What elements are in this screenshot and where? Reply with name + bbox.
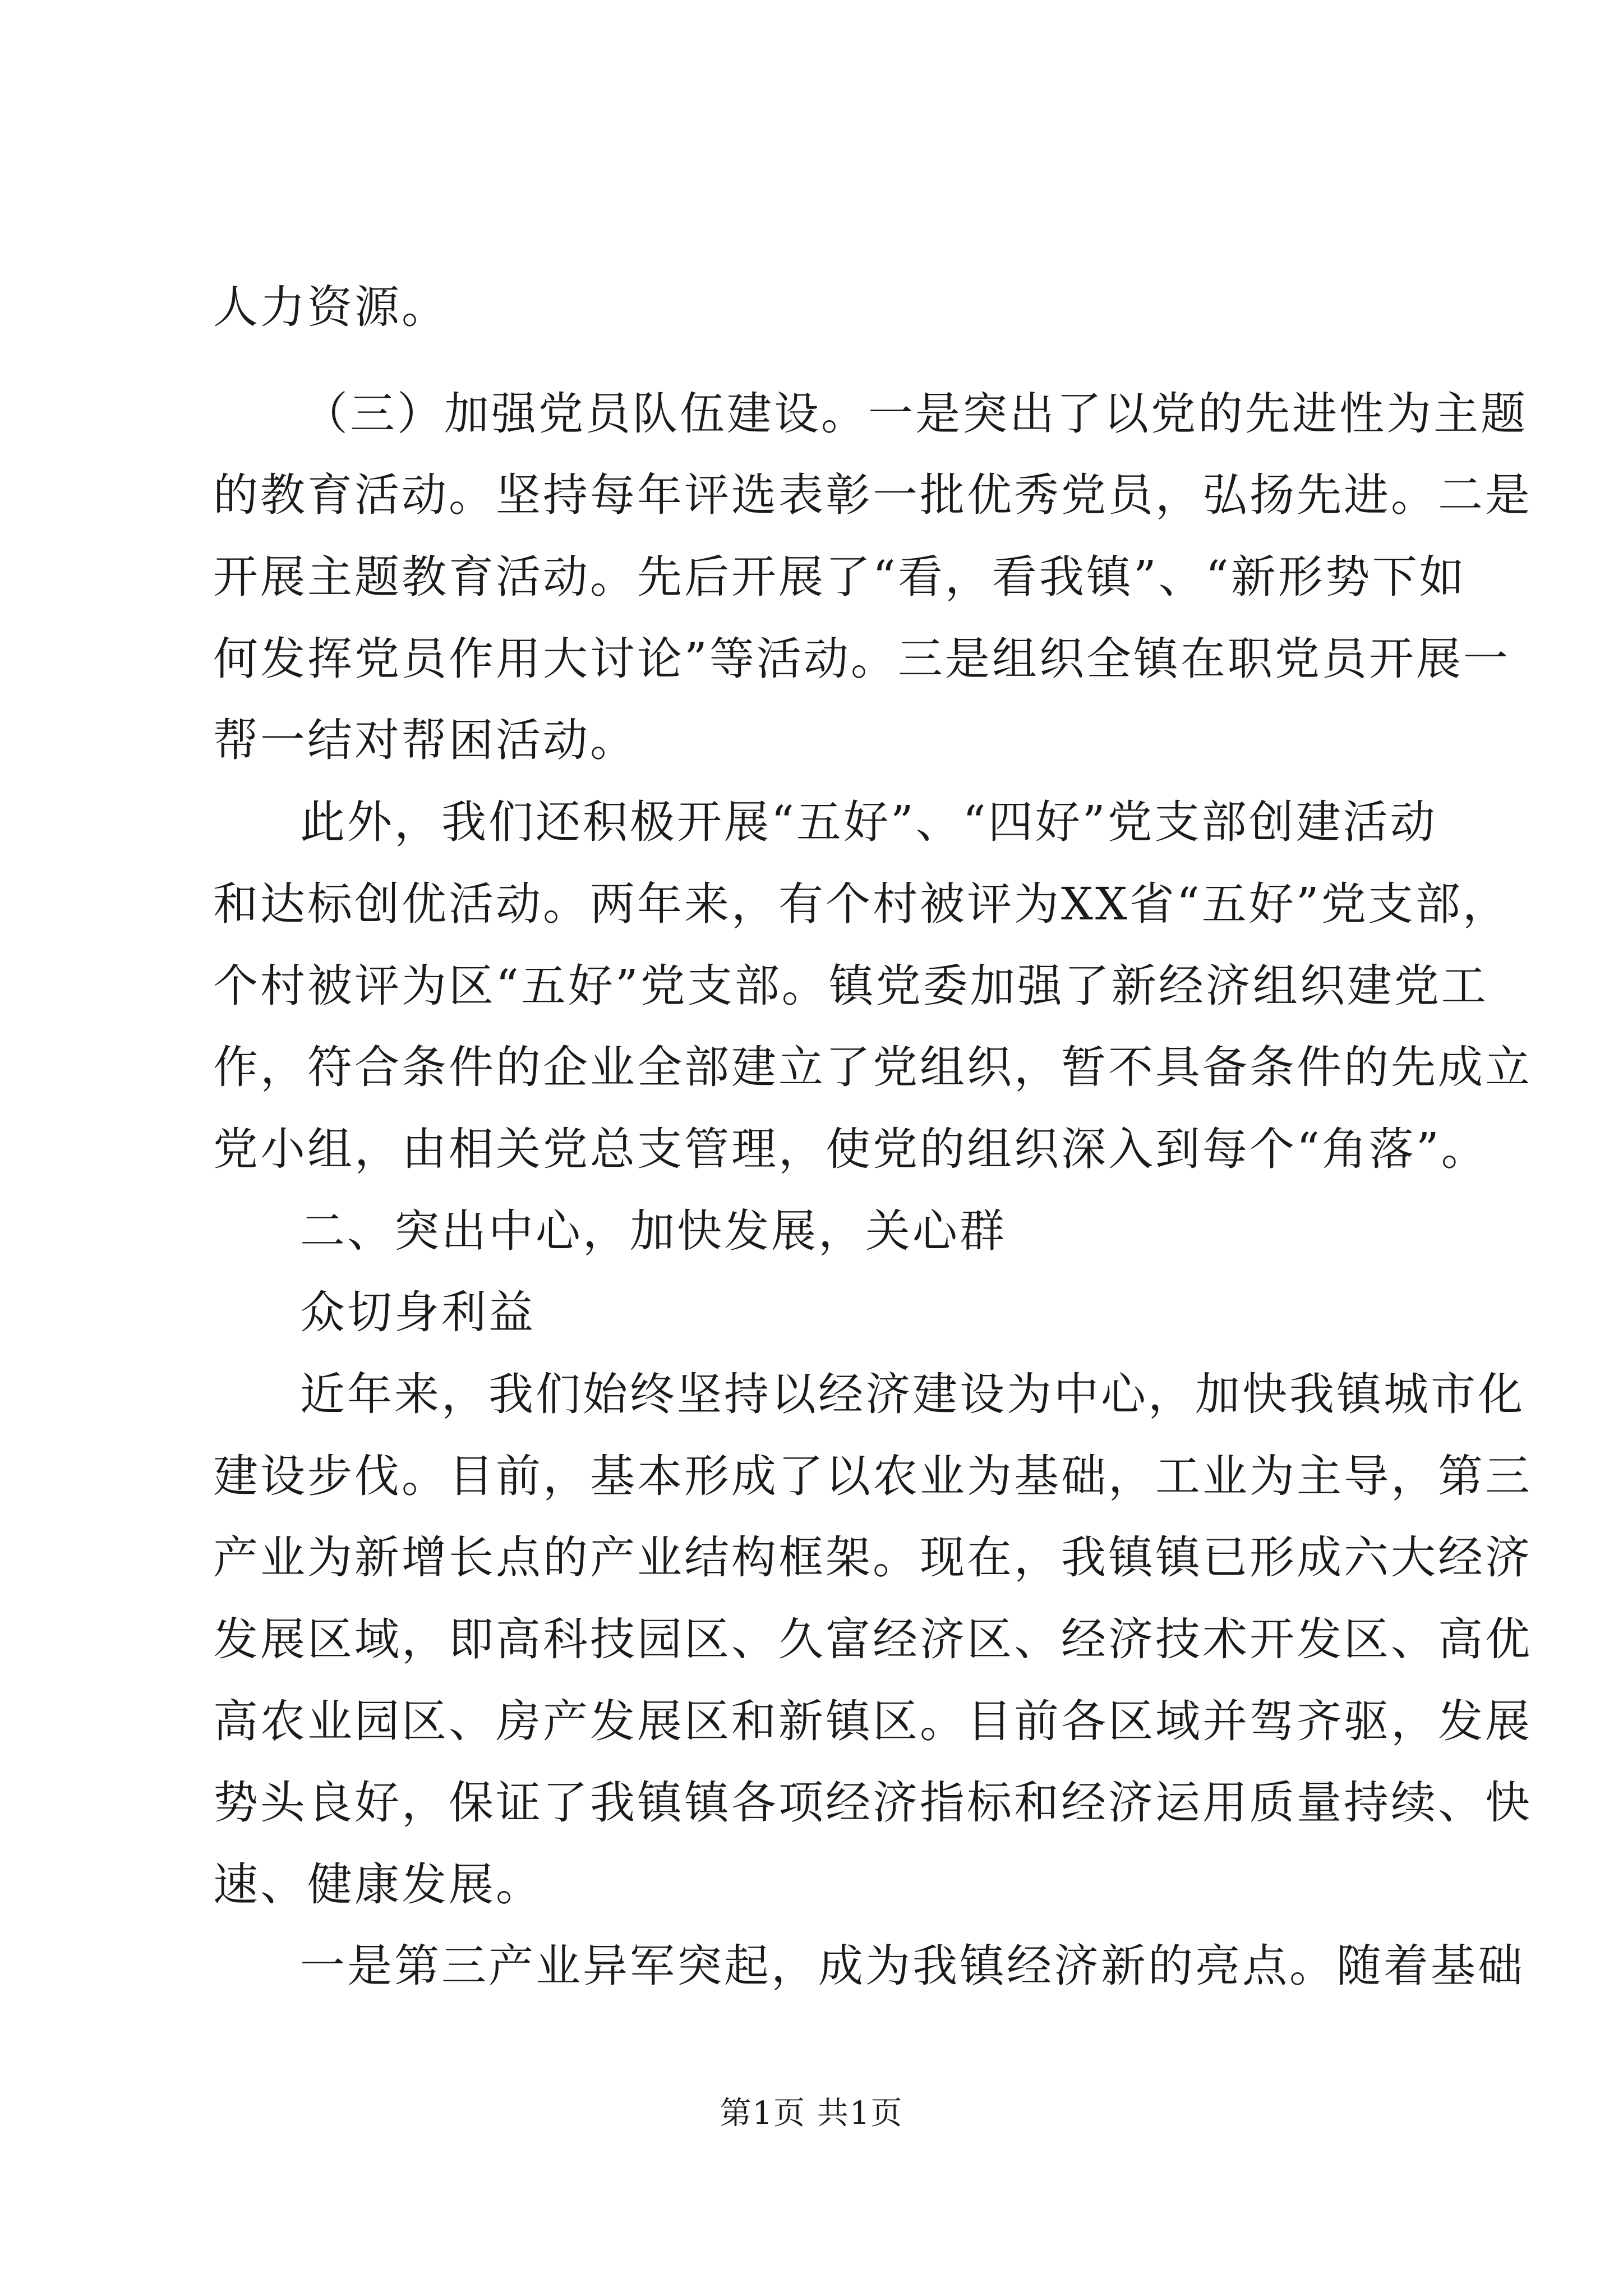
- text-line: 开展主题教育活动。先后开展了“看，看我镇”、“新形势下如: [213, 551, 1467, 603]
- text-line: 发展区域，即高科技园区、久富经济区、经济技术开发区、高优: [213, 1613, 1532, 1665]
- page-footer: 第1页 共1页: [720, 2095, 903, 2132]
- section-heading: 众切身利益: [300, 1286, 536, 1338]
- text-line: 何发挥党员作用大讨论”等活动。三是组织全镇在职党员开展一: [213, 633, 1510, 685]
- text-line: 产业为新增长点的产业结构框架。现在，我镇镇已形成六大经济: [213, 1531, 1532, 1584]
- text-line: 个村被评为区“五好”党支部。镇党委加强了新经济组织建党工: [213, 960, 1488, 1012]
- text-line: 帮一结对帮困活动。: [213, 714, 637, 766]
- section-heading: 二、突出中心，加快发展，关心群: [300, 1205, 1007, 1257]
- text-line: 党小组，由相关党总支管理，使党的组织深入到每个“角落”。: [213, 1123, 1488, 1175]
- text-line: 高农业园区、房产发展区和新镇区。目前各区域并驾齐驱，发展: [213, 1695, 1532, 1747]
- text-line: 建设步伐。目前，基本形成了以农业为基础，工业为主导，第三: [213, 1450, 1532, 1502]
- text-line: 速、健康发展。: [213, 1858, 543, 1911]
- text-line: 势头良好，保证了我镇镇各项经济指标和经济运用质量持续、快: [213, 1777, 1532, 1829]
- text-line: 的教育活动。坚持每年评选表彰一批优秀党员，弘扬先进。二是: [213, 469, 1532, 521]
- text-line: 一是第三产业异军突起，成为我镇经济新的亮点。随着基础: [300, 1940, 1525, 1992]
- text-line: 作，符合条件的企业全部建立了党组织，暂不具备条件的先成立: [213, 1041, 1532, 1093]
- text-line: 和达标创优活动。两年来，有个村被评为XX省“五好”党支部，: [213, 878, 1510, 930]
- text-line: 人力资源。: [213, 281, 449, 333]
- text-line: 此外，我们还积极开展“五好”、“四好”党支部创建活动: [300, 796, 1437, 848]
- text-line: （三）加强党员队伍建设。一是突出了以党的先进性为主题: [303, 388, 1528, 440]
- text-line: 近年来，我们始终坚持以经济建设为中心，加快我镇城市化: [300, 1368, 1525, 1420]
